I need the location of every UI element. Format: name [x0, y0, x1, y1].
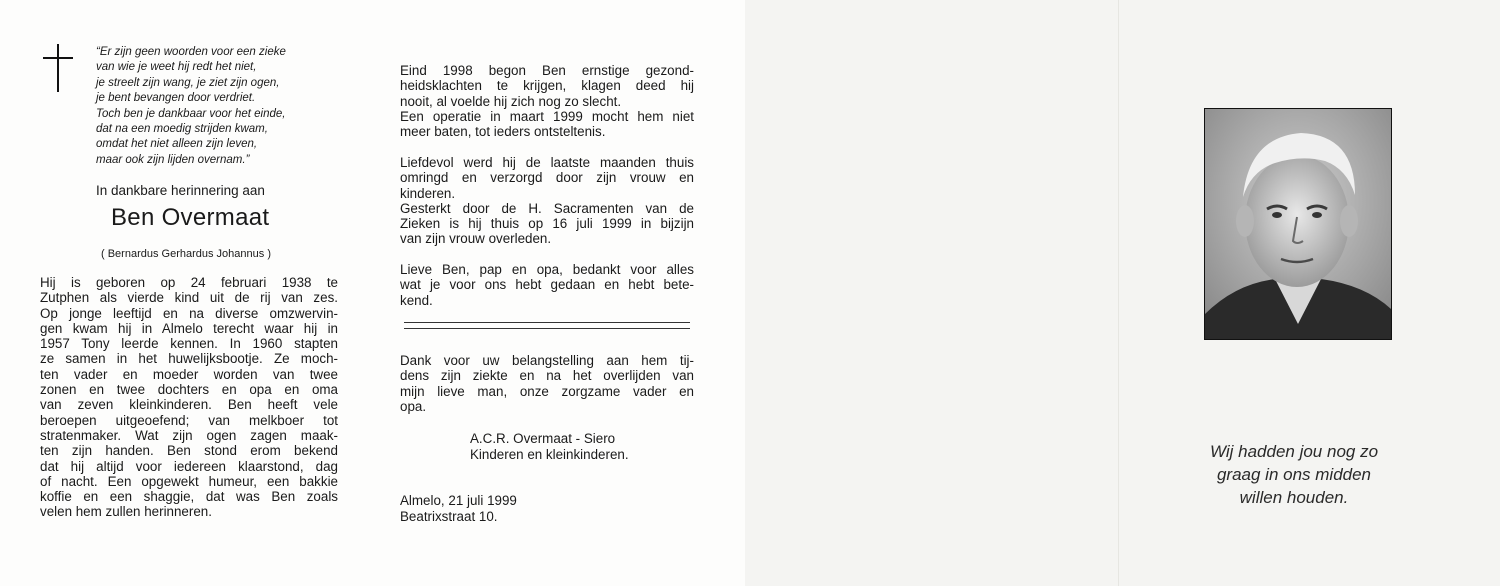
- portrait-photo: [1204, 108, 1392, 340]
- card-inner-spread: [0, 0, 745, 586]
- biography-line: of nacht. Een opgewekt humeur, een bakkie: [40, 473, 338, 489]
- biography: [40, 275, 338, 520]
- biography-line: stratenmaker. Wat zijn ogen zagen maak-: [40, 427, 338, 443]
- intro-text: In dankbare herinnering aan: [96, 183, 265, 198]
- memorial-quote: [1176, 440, 1412, 509]
- poem: [96, 45, 326, 168]
- text-line: Zieken is hij thuis op 16 juli 1999 in bijzijn: [400, 216, 694, 232]
- text-line: heidsklachten te krijgen, klagen deed hij: [400, 78, 694, 94]
- text-line: Eind 1998 begon Ben ernstige gezond-: [400, 63, 694, 78]
- quote-line: graag in ons midden: [1216, 465, 1372, 484]
- text-line: wat je voor ons hebt gedaan en hebt bete-: [400, 277, 694, 293]
- poem-line: omdat het niet alleen zijn leven,: [96, 138, 258, 151]
- poem-line: dat na een moedig strijden kwam,: [96, 123, 268, 136]
- text-line: Een operatie in maart 1999 mocht hem niet: [400, 108, 694, 124]
- biography-line: beroepen uitgeoefend; van melkboer tot: [40, 412, 338, 428]
- text-line: kinderen.: [400, 185, 456, 201]
- paragraph-death: [400, 155, 694, 247]
- text-line: Dank voor uw belangstelling aan hem tij-: [400, 353, 694, 368]
- text-line: Liefdevol werd hij de laatste maanden thuis: [400, 155, 694, 170]
- poem-line: je streelt zijn wang, je ziet zijn ogen,: [96, 76, 280, 89]
- text-line: dens zijn ziekte en na het overlijden van: [400, 368, 694, 384]
- text-line: van zijn vrouw overleden.: [400, 231, 552, 247]
- poem-line: je bent bevangen door verdriet.: [96, 92, 256, 105]
- poem-line: Toch ben je dankbaar voor het einde,: [96, 107, 286, 120]
- address-line: Beatrixstraat 10.: [400, 509, 498, 524]
- biography-line: dat hij altijd voor iedereen klaarstond, dag: [40, 458, 338, 474]
- paragraph-thanks-readers: [400, 353, 694, 414]
- text-line: nooit, al voelde hij zich nog zo slecht.: [400, 93, 622, 109]
- quote-line: willen houden.: [1239, 488, 1349, 507]
- biography-line: Op jonge leeftijd en na diverse omzwervin-: [40, 305, 338, 321]
- biography-line: ten zijn handen. Ben stond erom bekend: [40, 443, 338, 459]
- signature-line: A.C.R. Overmaat - Siero: [470, 431, 616, 446]
- place-date-line: Almelo, 21 juli 1999: [400, 493, 517, 508]
- biography-line: velen hem zullen herinneren.: [40, 504, 212, 520]
- signature-line: Kinderen en kleinkinderen.: [470, 447, 629, 462]
- biography-line: Hij is geboren op 24 februari 1938 te: [40, 275, 338, 290]
- biography-line: van zeven kleinkinderen. Ben heeft vele: [40, 397, 338, 413]
- card-fold-line: [1118, 0, 1119, 586]
- biography-line: ze samen in het huwelijksbootje. Ze moch-: [40, 351, 338, 367]
- place-date-block: [400, 493, 517, 525]
- paragraph-illness: [400, 63, 694, 139]
- biography-line: gen kwam hij in Almelo terecht waar hij in: [40, 320, 338, 336]
- poem-line: maar ook zijn lijden overnam.”: [96, 153, 250, 166]
- text-line: meer baten, tot ieders ontsteltenis.: [400, 124, 606, 140]
- deceased-full-name: ( Bernardus Gerhardus Johannus ): [101, 248, 271, 260]
- biography-line: 1957 Tony leerde kennen. In 1960 stapten: [40, 336, 338, 352]
- biography-line: koffie en een shaggie, dat was Ben zoals: [40, 489, 338, 505]
- poem-line: van wie je weet hij redt het niet,: [96, 61, 257, 74]
- double-line-divider: [404, 322, 690, 329]
- text-line: Gesterkt door de H. Sacramenten van de: [400, 200, 694, 216]
- signature-block: [470, 431, 629, 463]
- quote-line: Wij hadden jou nog zo: [1209, 442, 1379, 461]
- portrait-illustration: [1205, 109, 1391, 339]
- poem-line: “Er zijn geen woorden voor een zieke: [96, 46, 286, 58]
- deceased-name: Ben Overmaat: [111, 204, 270, 231]
- biography-line: Zutphen als vierde kind uit de rij van zes.: [40, 290, 338, 306]
- text-line: kend.: [400, 292, 433, 308]
- biography-line: zonen en twee dochters en opa en oma: [40, 382, 338, 398]
- text-line: mijn lieve man, onze zorgzame vader en: [400, 383, 694, 399]
- text-line: opa.: [400, 398, 427, 414]
- biography-line: ten vader en moeder worden van twee: [40, 366, 338, 382]
- paragraph-thanks-ben: [400, 262, 694, 308]
- text-line: Lieve Ben, pap en opa, bedankt voor alles: [400, 262, 694, 277]
- text-line: omringd en verzorgd door zijn vrouw en: [400, 170, 694, 186]
